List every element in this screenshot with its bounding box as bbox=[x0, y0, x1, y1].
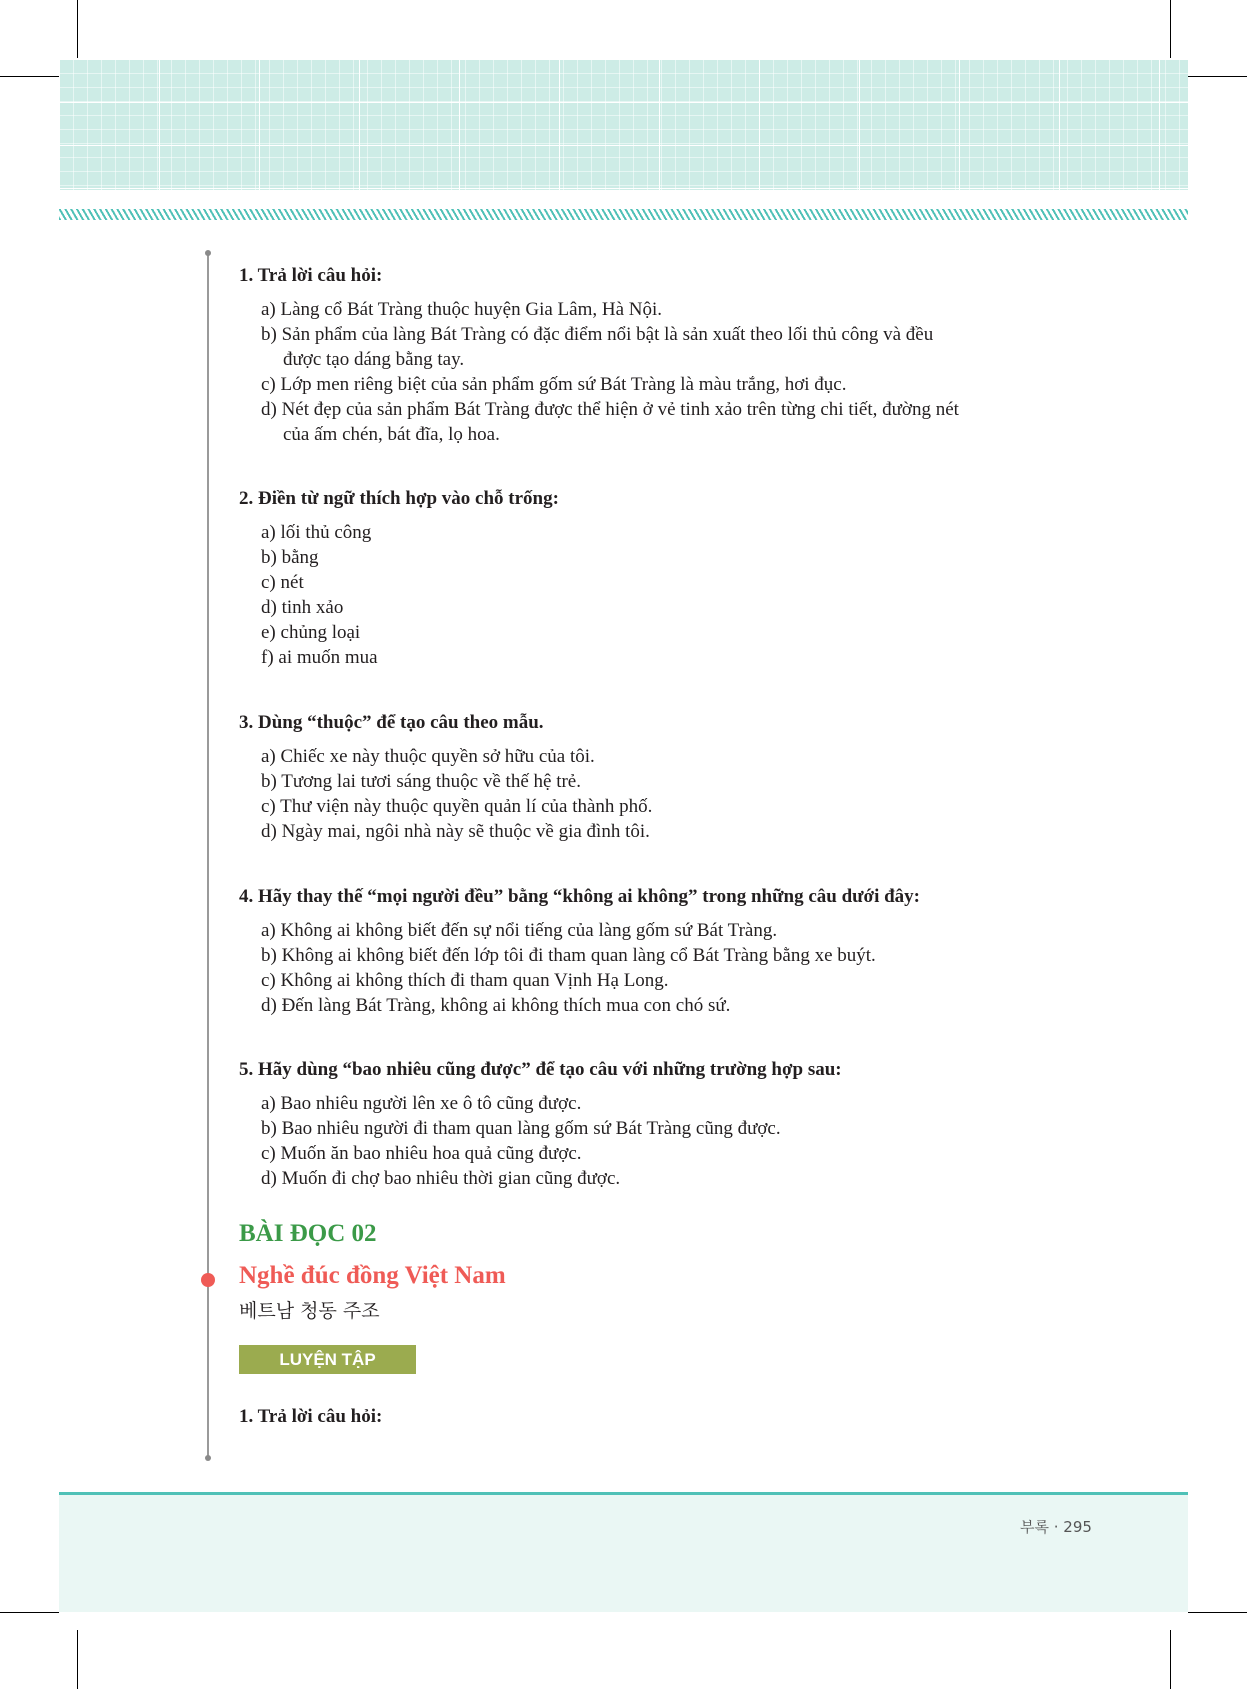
answer-text: a) Bao nhiêu người lên xe ô tô cũng được. bbox=[261, 1093, 582, 1114]
answer-item bbox=[239, 968, 1059, 993]
section-marker-dot bbox=[201, 1273, 215, 1287]
crop-mark bbox=[0, 76, 59, 77]
rule-end-dot bbox=[205, 1455, 211, 1461]
lesson-label: BÀI ĐỌC 02 bbox=[239, 1220, 377, 1247]
crop-mark bbox=[77, 1630, 78, 1689]
practice-label: LUYỆN TẬP bbox=[239, 1345, 416, 1374]
page-number: 부록 · 295 bbox=[1020, 1518, 1092, 1536]
exercise-heading: 4. Hãy thay thế “mọi người đều” bằng “không ai không” trong những câu dưới đây: bbox=[239, 886, 921, 907]
exercise-section bbox=[239, 884, 1059, 1018]
exercise-heading: 3. Dùng “thuộc” để tạo câu theo mẫu. bbox=[239, 712, 544, 733]
answer-item bbox=[239, 645, 1059, 670]
crop-mark bbox=[1188, 76, 1247, 77]
answer-text: a) Không ai không biết đến sự nổi tiếng của làng gốm sứ Bát Tràng. bbox=[261, 920, 778, 941]
answer-text: c) Không ai không thích đi tham quan Vịnh Hạ Long. bbox=[261, 970, 669, 991]
answer-item bbox=[239, 1116, 1059, 1141]
hatched-divider bbox=[59, 209, 1188, 220]
answer-text: c) Muốn ăn bao nhiêu hoa quả cũng được. bbox=[261, 1143, 582, 1164]
answer-text: d) Đến làng Bát Tràng, không ai không thích mua con chó sứ. bbox=[261, 995, 731, 1016]
exercise-section bbox=[239, 1057, 1059, 1191]
exercise-section bbox=[239, 710, 1059, 844]
answer-text: a) Chiếc xe này thuộc quyền sở hữu của tôi. bbox=[261, 746, 595, 767]
answer-text: a) Làng cổ Bát Tràng thuộc huyện Gia Lâm, Hà Nội. bbox=[261, 299, 663, 320]
header-grid-banner bbox=[59, 59, 1188, 190]
answer-item bbox=[239, 1091, 1059, 1116]
crop-mark bbox=[0, 1612, 59, 1613]
answer-item bbox=[239, 322, 1059, 372]
answer-text: f) ai muốn mua bbox=[261, 647, 378, 668]
exercise-heading: 1. Trả lời câu hỏi: bbox=[239, 265, 383, 286]
crop-mark bbox=[1170, 1630, 1171, 1689]
exercise-heading: 2. Điền từ ngữ thích hợp vào chỗ trống: bbox=[239, 488, 559, 509]
answer-item bbox=[239, 769, 1059, 794]
answer-item bbox=[239, 570, 1059, 595]
answer-item bbox=[239, 918, 1059, 943]
answer-text: a) lối thủ công bbox=[261, 522, 372, 543]
answer-text: b) Không ai không biết đến lớp tôi đi tham quan làng cổ Bát Tràng bằng xe buýt. bbox=[261, 945, 876, 966]
answer-text: b) Sản phẩm của làng Bát Tràng có đặc điểm nổi bật là sản xuất theo lối thủ công và đều bbox=[261, 324, 934, 345]
exercise-heading: 5. Hãy dùng “bao nhiêu cũng được” để tạo câu với những trường hợp sau: bbox=[239, 1059, 842, 1080]
answer-item bbox=[239, 943, 1059, 968]
answer-text: c) nét bbox=[261, 572, 304, 593]
crop-mark bbox=[77, 0, 78, 58]
answer-item bbox=[239, 744, 1059, 769]
answer-continuation: được tạo dáng bằng tay. bbox=[283, 349, 465, 370]
answer-item bbox=[239, 819, 1059, 844]
answer-item bbox=[239, 620, 1059, 645]
answer-text: d) Nét đẹp của sản phẩm Bát Tràng được thể hiện ở vẻ tinh xảo trên từng chi tiết, đường nét bbox=[261, 399, 959, 420]
answer-item bbox=[239, 794, 1059, 819]
answer-text: d) tinh xảo bbox=[261, 597, 344, 618]
answer-text: e) chủng loại bbox=[261, 622, 361, 643]
answer-continuation: của ấm chén, bát đĩa, lọ hoa. bbox=[283, 424, 500, 445]
answer-item bbox=[239, 297, 1059, 322]
crop-mark bbox=[1170, 0, 1171, 58]
question-heading: 1. Trả lời câu hỏi: bbox=[239, 1406, 383, 1427]
exercise-section bbox=[239, 486, 1059, 670]
answer-item bbox=[239, 372, 1059, 397]
answer-item bbox=[239, 397, 1059, 447]
footer-band bbox=[59, 1492, 1188, 1612]
answer-text: c) Thư viện này thuộc quyền quản lí của thành phố. bbox=[261, 796, 653, 817]
answer-text: c) Lớp men riêng biệt của sản phẩm gốm sứ Bát Tràng là màu trắng, hơi đục. bbox=[261, 374, 847, 395]
answer-text: b) bằng bbox=[261, 547, 319, 568]
answer-text: b) Bao nhiêu người đi tham quan làng gốm sứ Bát Tràng cũng được. bbox=[261, 1118, 781, 1139]
rule-end-dot bbox=[205, 250, 211, 256]
answer-item bbox=[239, 993, 1059, 1018]
answer-text: d) Ngày mai, ngôi nhà này sẽ thuộc về gia đình tôi. bbox=[261, 821, 650, 842]
answer-item bbox=[239, 1166, 1059, 1191]
lesson-title: Nghề đúc đồng Việt Nam bbox=[239, 1262, 506, 1289]
crop-mark bbox=[1188, 1612, 1247, 1613]
lesson-korean-title: 베트남 청동 주조 bbox=[239, 1300, 380, 1322]
answer-text: d) Muốn đi chợ bao nhiêu thời gian cũng được. bbox=[261, 1168, 621, 1189]
exercise-section bbox=[239, 263, 1059, 447]
answer-item bbox=[239, 595, 1059, 620]
answer-item bbox=[239, 545, 1059, 570]
answer-item bbox=[239, 520, 1059, 545]
answer-text: b) Tương lai tươi sáng thuộc về thế hệ trẻ. bbox=[261, 771, 581, 792]
answer-item bbox=[239, 1141, 1059, 1166]
